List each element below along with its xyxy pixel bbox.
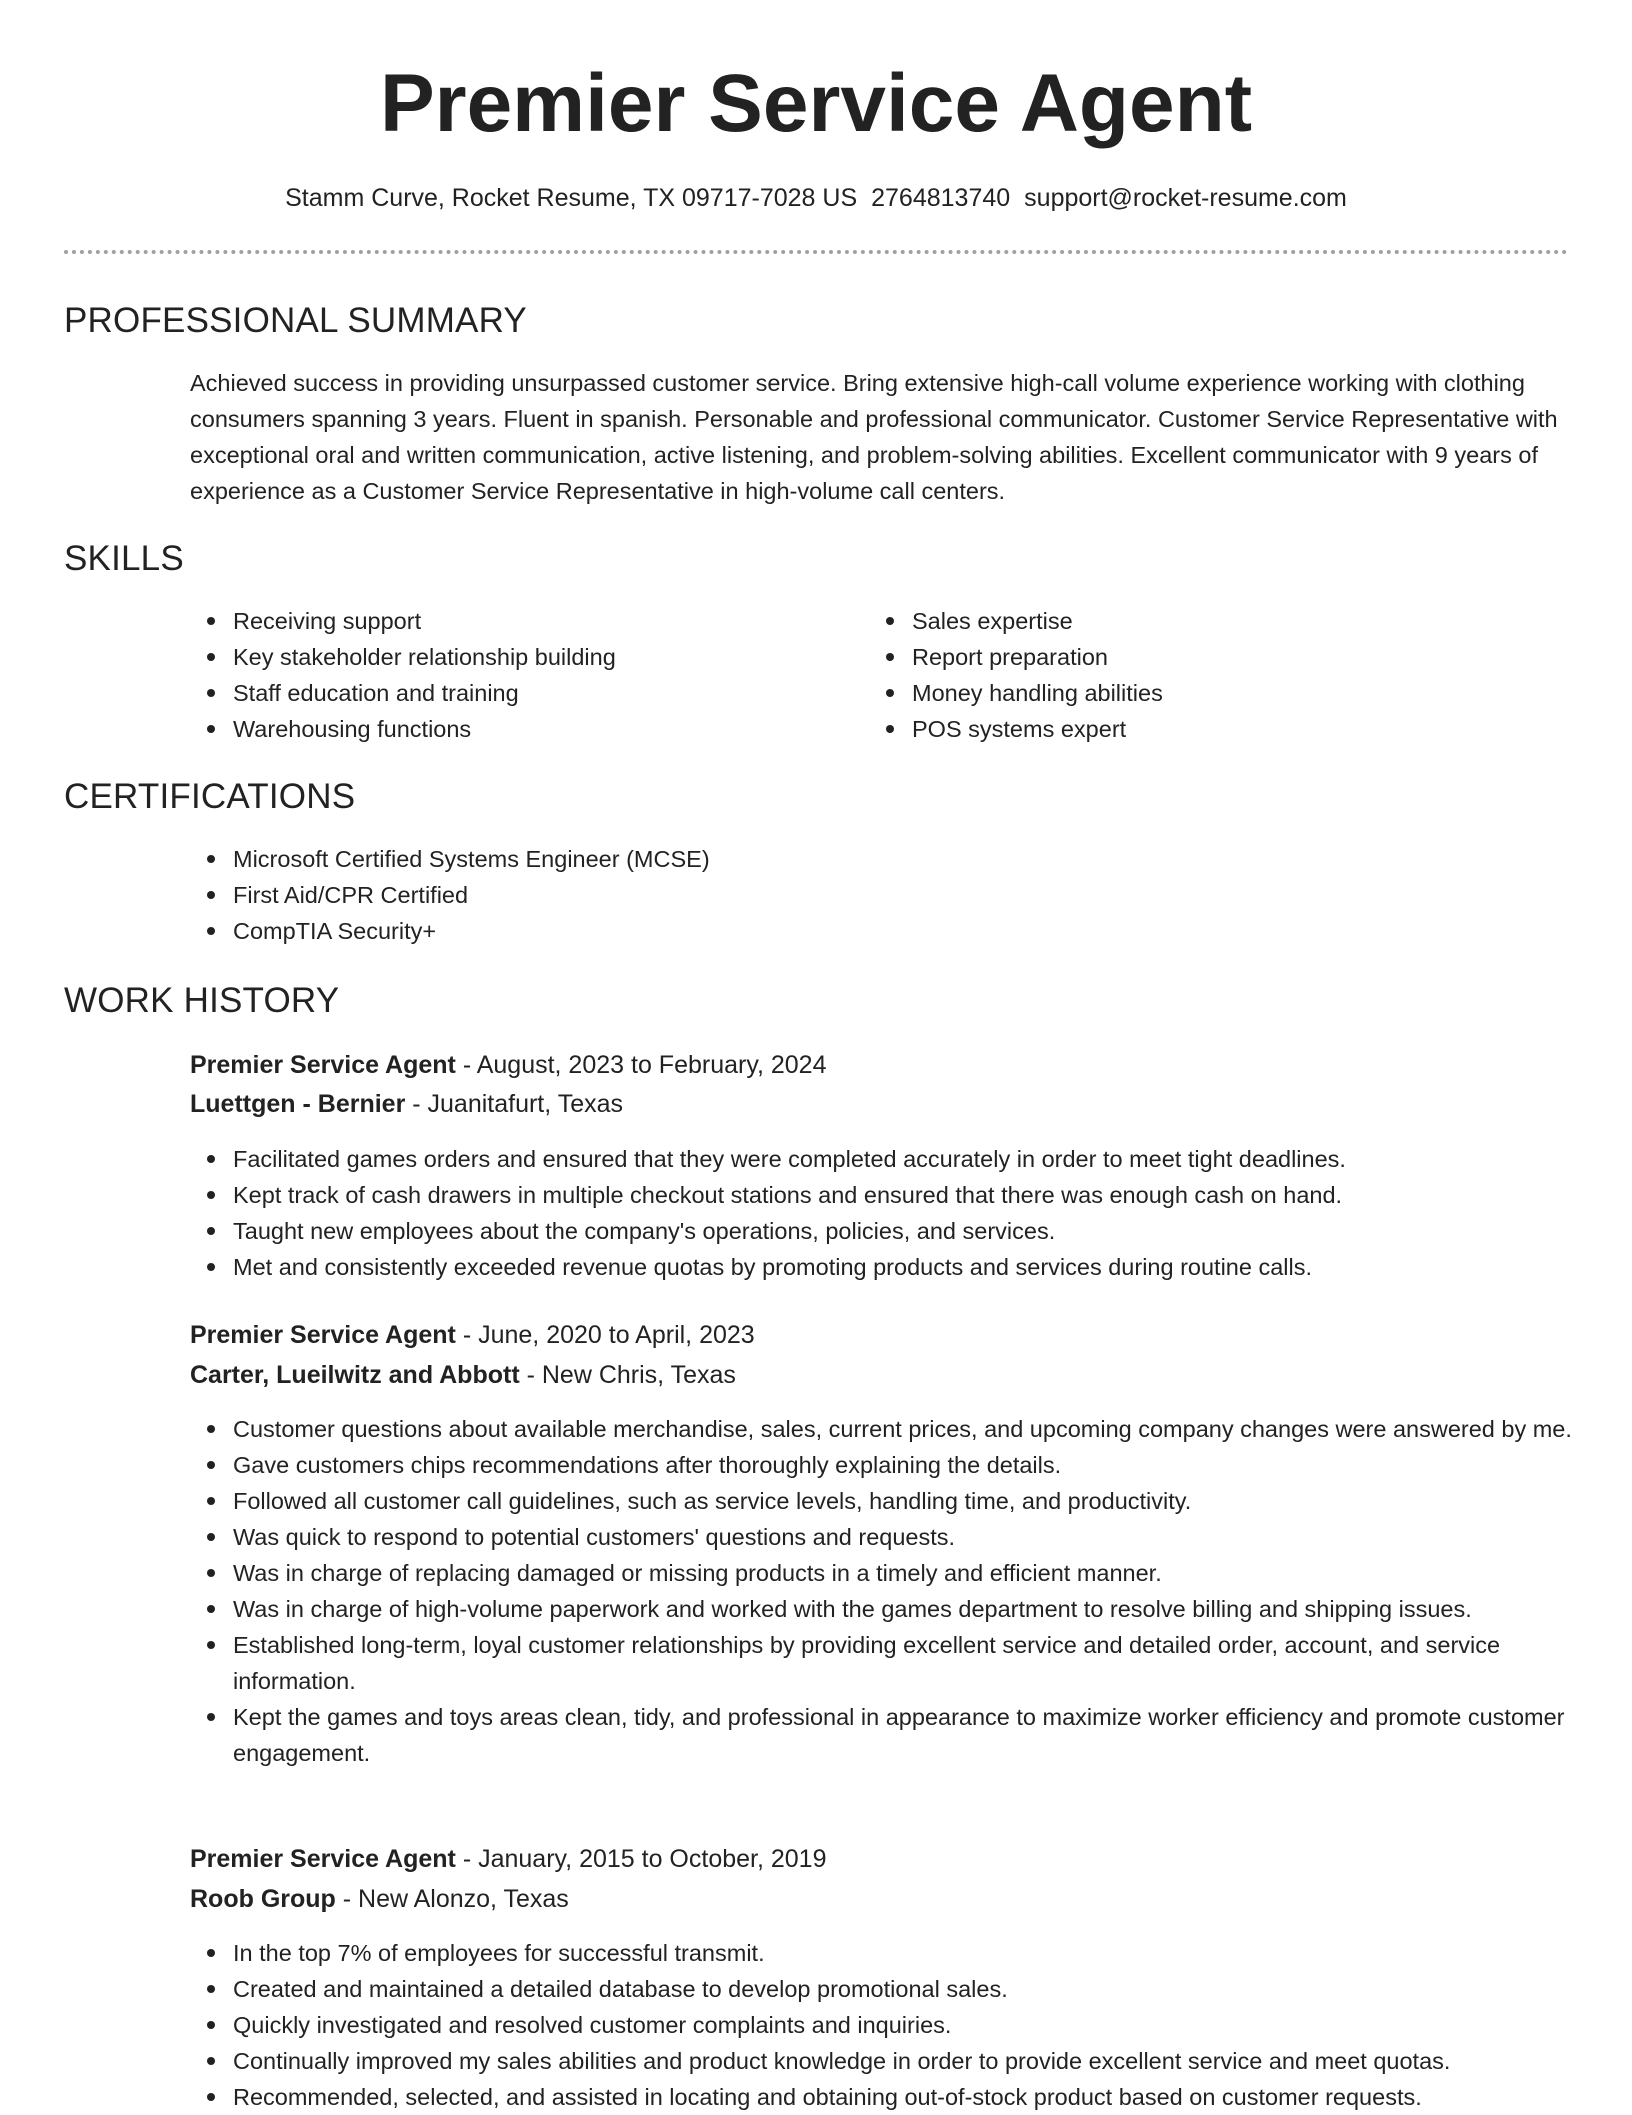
certification-item: First Aid/CPR Certified bbox=[233, 877, 1603, 913]
job-bullet: Gave customers chips recommendations after thoroughly explaining the details. bbox=[233, 1447, 1608, 1483]
job-bullet: Followed all customer call guidelines, such as service levels, handling time, and productivity. bbox=[233, 1483, 1608, 1519]
contact-address: Stamm Curve, Rocket Resume, TX 09717-7028 US bbox=[285, 184, 858, 212]
job-bullet: Was in charge of replacing damaged or missing products in a timely and efficient manner. bbox=[233, 1555, 1608, 1591]
skill-item: Key stakeholder relationship building bbox=[233, 639, 873, 675]
job-company-line bbox=[190, 1086, 623, 1122]
candidate-name: Premier Service Agent bbox=[379, 58, 1253, 149]
job-title-line bbox=[190, 1317, 755, 1353]
skill-item: Money handling abilities bbox=[912, 675, 1552, 711]
job-bullet: Facilitated games orders and ensured that they were completed accurately in order to meet tight deadlines. bbox=[233, 1141, 1608, 1177]
certification-item: CompTIA Security+ bbox=[233, 913, 1603, 949]
job-bullet: Was quick to respond to potential customers' questions and requests. bbox=[233, 1519, 1608, 1555]
job-role: Premier Service Agent bbox=[190, 1321, 456, 1349]
contact-email[interactable]: support@rocket-resume.com bbox=[1024, 184, 1347, 212]
job-bullet: Was in charge of high-volume paperwork and worked with the games department to resolve billing and shipping issues. bbox=[233, 1591, 1608, 1627]
job-role: Premier Service Agent bbox=[190, 1845, 456, 1873]
section-title-skills: SKILLS bbox=[64, 539, 184, 578]
contact-line bbox=[0, 182, 1632, 214]
job-bullet: Met and consistently exceeded revenue quotas by promoting products and services during routine calls. bbox=[233, 1249, 1608, 1285]
section-title-work-history: WORK HISTORY bbox=[64, 981, 340, 1020]
job-bullet: Quickly investigated and resolved customer complaints and inquiries. bbox=[233, 2007, 1608, 2043]
job-bullets bbox=[190, 1141, 1608, 1285]
certifications-list bbox=[190, 841, 1603, 949]
job-title-line bbox=[190, 1047, 826, 1083]
job-bullet: Kept track of cash drawers in multiple checkout stations and ensured that there was enough cash on hand. bbox=[233, 1177, 1608, 1213]
job-bullet: Established long-term, loyal customer relationships by providing excellent service and detailed order, account, and service information. bbox=[233, 1627, 1608, 1699]
job-bullets bbox=[190, 1411, 1608, 1771]
job-company-line bbox=[190, 1357, 736, 1393]
job-bullet: Customer questions about available merchandise, sales, current prices, and upcoming company changes were answered by me. bbox=[233, 1411, 1608, 1447]
job-bullets bbox=[190, 1935, 1608, 2115]
skill-item: Receiving support bbox=[233, 603, 873, 639]
skill-item: Report preparation bbox=[912, 639, 1552, 675]
skills-list-left bbox=[190, 603, 873, 747]
job-dates: - June, 2020 to April, 2023 bbox=[455, 1321, 755, 1349]
skill-item: POS systems expert bbox=[912, 711, 1552, 747]
job-bullet: Kept the games and toys areas clean, tidy, and professional in appearance to maximize worker efficiency and promote customer engagement. bbox=[233, 1699, 1608, 1771]
job-company-line bbox=[190, 1881, 569, 1917]
header-divider bbox=[64, 250, 1568, 254]
job-dates: - August, 2023 to February, 2024 bbox=[455, 1051, 827, 1079]
job-bullet: In the top 7% of employees for successful transmit. bbox=[233, 1935, 1608, 1971]
section-title-certifications: CERTIFICATIONS bbox=[64, 777, 356, 816]
job-bullet: Created and maintained a detailed database to develop promotional sales. bbox=[233, 1971, 1608, 2007]
job-dates: - January, 2015 to October, 2019 bbox=[455, 1845, 827, 1873]
job-bullet: Taught new employees about the company's operations, policies, and services. bbox=[233, 1213, 1608, 1249]
contact-phone: 2764813740 bbox=[871, 184, 1011, 212]
job-location: - New Chris, Texas bbox=[519, 1361, 736, 1389]
skill-item: Staff education and training bbox=[233, 675, 873, 711]
summary-text: Achieved success in providing unsurpassed customer service. Bring extensive high-call volume experience working with clothing consumers spanning 3 years. Fluent in spanish. Personable and professional communicator. Customer Service Representative with exceptional oral and written communication, active listening, and problem-solving abilities. Excellent communicator with 9 years of experience as a Customer Service Representative in high-volume call centers. bbox=[190, 370, 1558, 504]
skill-item: Sales expertise bbox=[912, 603, 1552, 639]
job-location: - New Alonzo, Texas bbox=[335, 1885, 569, 1913]
section-title-summary: PROFESSIONAL SUMMARY bbox=[64, 301, 527, 340]
job-role: Premier Service Agent bbox=[190, 1051, 456, 1079]
skill-item: Warehousing functions bbox=[233, 711, 873, 747]
job-bullet: Continually improved my sales abilities and product knowledge in order to provide excellent service and meet quotas. bbox=[233, 2043, 1608, 2079]
job-location: - Juanitafurt, Texas bbox=[405, 1090, 623, 1118]
certification-item: Microsoft Certified Systems Engineer (MCSE) bbox=[233, 841, 1603, 877]
job-bullet: Recommended, selected, and assisted in locating and obtaining out-of-stock product based on customer requests. bbox=[233, 2079, 1608, 2115]
job-title-line bbox=[190, 1841, 826, 1877]
job-company: Roob Group bbox=[190, 1885, 336, 1913]
job-company: Luettgen - Bernier bbox=[190, 1090, 406, 1118]
skills-list-right bbox=[869, 603, 1552, 747]
job-company: Carter, Lueilwitz and Abbott bbox=[190, 1361, 520, 1389]
